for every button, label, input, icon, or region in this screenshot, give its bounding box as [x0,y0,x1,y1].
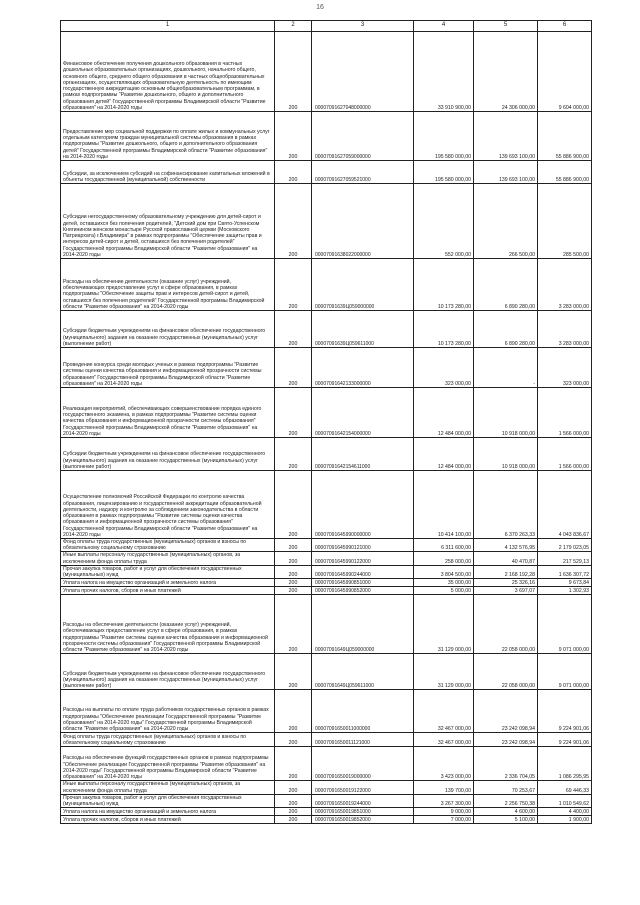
row-approved-amount: 3 804 500,00 [414,565,474,578]
row-approved-amount: 32 467 000,00 [414,733,474,747]
row-classification-code: 00007091645990244000 [312,565,414,578]
table-row [61,112,592,161]
table-row [61,587,592,595]
row-executed-amount: 23 242 098,94 [474,733,538,747]
row-description: Уплата налога на имущество организаций и земельного налога [61,579,275,587]
row-executed-amount: 5 100,00 [474,816,538,824]
table-row [61,654,592,690]
row-remaining-amount: 3 283 000,00 [538,259,592,311]
row-classification-code: 00007091650011000000 [312,690,414,733]
row-remaining-amount: 1 566 000,00 [538,388,592,438]
row-description: Субсидии, за исключением субсидий на софинансирование капитальных вложений в объекты государственной (муниципальной) собственности [61,161,275,184]
row-executed-amount: 6 890 280,00 [474,311,538,348]
row-approved-amount: 10 173 280,00 [414,311,474,348]
row-classification-code: 00007091649Ц059000000 [312,595,414,654]
row-remaining-amount: 285 500,00 [538,184,592,259]
row-approved-amount: 3 267 300,00 [414,794,474,807]
column-header: 6 [538,21,592,32]
row-executed-amount: 2 168 192,28 [474,565,538,578]
row-executed-amount: 2 256 750,38 [474,794,538,807]
row-description: Уплата прочих налогов, сборов и иных платежей [61,587,275,595]
row-code-line: 200 [275,595,312,654]
row-classification-code: 00007091645990851000 [312,579,414,587]
row-code-line: 200 [275,587,312,595]
row-classification-code: 00007091650019244000 [312,794,414,807]
row-code-line: 200 [275,112,312,161]
row-code-line: 200 [275,579,312,587]
row-classification-code: 00007091645990122000 [312,552,414,565]
table-header-row [61,21,592,32]
row-classification-code: 00007091650011121000 [312,733,414,747]
row-code-line: 200 [275,32,312,112]
table-row [61,259,592,311]
row-remaining-amount: 4 043 836,67 [538,471,592,539]
row-classification-code: 00007091627059521000 [312,161,414,184]
table-body [61,32,592,824]
row-description: Предоставление мер социальной поддержки по оплате жилых и коммунальных услуг отдельным категориям граждан муниципальной системы образования в рамках подпрограммы "Развитие дошкольного, общего и дополнительного образования детей" Государственной программы Владимирской области "Развитие образования" на 2014-2020 годы [61,112,275,161]
row-approved-amount: 33 910 900,00 [414,32,474,112]
row-description: Осуществление полномочий Российской Федерации по контролю качества образования, лицензированию и государственной аккредитации образовательной деятельности, надзору и контролю за соблюдением законодательства в области образования в рамках подпрограммы "Развитие системы оценки качества образования и информационной прозрачности системы образования" Государственной программы Владимирской области "Развитие образования" на 2014-2020 годы [61,471,275,539]
row-code-line: 200 [275,388,312,438]
row-classification-code: 00007091650019122000 [312,781,414,794]
row-description: Расходы на обеспечение функций государственных органов в рамках подпрограммы "Обеспечение реализации Государственной программы "Развитие образования" на 2014-2020 годы" Государственной программы Владимирской области "Развитие образования" на 2014-2020 годы [61,747,275,781]
row-approved-amount: 35 000,00 [414,579,474,587]
row-code-line: 200 [275,259,312,311]
row-approved-amount: 195 580 000,00 [414,161,474,184]
row-classification-code: 00007091642133000000 [312,348,414,388]
row-classification-code: 00007091649Ц059611000 [312,654,414,690]
row-approved-amount: 9 000,00 [414,808,474,816]
table-row [61,161,592,184]
row-remaining-amount: 4 400,00 [538,808,592,816]
row-approved-amount: 10 414 100,00 [414,471,474,539]
row-classification-code: 00007091638022000000 [312,184,414,259]
row-description: Прочая закупка товаров, работ и услуг для обеспечения государственных (муниципальных) нужд [61,794,275,807]
row-description: Фонд оплаты труда государственных (муниципальных) органов и взносы по обязательному социальному страхованию [61,539,275,552]
row-code-line: 200 [275,471,312,539]
column-header: 5 [474,21,538,32]
row-executed-amount: 10 918 000,00 [474,388,538,438]
table-row [61,311,592,348]
table-row [61,690,592,733]
row-executed-amount: 40 470,87 [474,552,538,565]
row-classification-code: 00007091642154000000 [312,388,414,438]
row-code-line: 200 [275,565,312,578]
column-header: 4 [414,21,474,32]
row-executed-amount: 10 918 000,00 [474,438,538,471]
row-code-line: 200 [275,654,312,690]
row-classification-code: 00007091627048000000 [312,32,414,112]
row-code-line: 200 [275,781,312,794]
row-executed-amount: 266 500,00 [474,184,538,259]
row-executed-amount: 25 326,16 [474,579,538,587]
row-approved-amount: 195 580 000,00 [414,112,474,161]
row-executed-amount: 4 600,00 [474,808,538,816]
row-code-line: 200 [275,816,312,824]
row-code-line: 200 [275,690,312,733]
row-remaining-amount: 323 000,00 [538,348,592,388]
table-row [61,816,592,824]
row-remaining-amount: 9 071 000,00 [538,595,592,654]
row-classification-code: 00007091650019852000 [312,816,414,824]
row-remaining-amount: 55 886 900,00 [538,161,592,184]
row-description: Субсидии бюджетным учреждениям на финансовое обеспечение государственного (муниципального) задания на оказание государственных (муниципальных) услуг (выполнение работ) [61,311,275,348]
table-row [61,579,592,587]
row-code-line: 200 [275,733,312,747]
row-executed-amount: 23 242 098,94 [474,690,538,733]
row-approved-amount: 139 700,00 [414,781,474,794]
table-row [61,808,592,816]
row-remaining-amount: 217 529,13 [538,552,592,565]
row-approved-amount: 12 484 000,00 [414,388,474,438]
row-description: Уплата налога на имущество организаций и земельного налога [61,808,275,816]
row-approved-amount: 31 129 000,00 [414,595,474,654]
table-row [61,794,592,807]
row-classification-code: 00007091639Ц059611000 [312,311,414,348]
row-executed-amount: 24 306 000,00 [474,32,538,112]
row-approved-amount: 10 173 280,00 [414,259,474,311]
row-description: Проведение конкурса среди молодых ученых в рамках подпрограммы "Развитие системы оценки качества образования и информационной прозрачности системы образования" Государственной программы Владимирской области "Развитие образования" на 2014-2020 годы [61,348,275,388]
row-code-line: 200 [275,808,312,816]
row-description: Субсидии бюджетным учреждениям на финансовое обеспечение государственного (муниципального) задания на оказание государственных (муниципальных) услуг (выполнение работ) [61,654,275,690]
row-approved-amount: 5 000,00 [414,587,474,595]
row-code-line: 200 [275,311,312,348]
table-row [61,388,592,438]
column-header: 3 [312,21,414,32]
row-approved-amount: 323 000,00 [414,348,474,388]
row-executed-amount: 22 058 000,00 [474,595,538,654]
row-code-line: 200 [275,184,312,259]
row-executed-amount: 139 693 100,00 [474,112,538,161]
row-remaining-amount: 3 283 000,00 [538,311,592,348]
row-description: Реализация мероприятий, обеспечивающих совершенствование порядка единого государственного экзамена, в рамках подпрограммы "Развитие системы оценки качества образования и информационной прозрачности системы образования" Государственной программы Владимирской области "Развитие образования" на 2014-2020 годы [61,388,275,438]
row-description: Субсидии негосударственному образовательному учреждению для детей-сирот и детей, оставшихся без попечения родителей, "Детский дом при Свято-Успенском Княгинином женском монастыре Русской православной церкви (Московского Патриархата) г.Владимира" в рамках подпрограммы "Обеспечение защиты прав и интересов детей-сирот и детей, оставшихся без попечения родителей" Государственной программы Владимирской области "Развитие образования" на 2014-2020 годы [61,184,275,259]
row-remaining-amount: 1 636 307,72 [538,565,592,578]
row-remaining-amount: 1 900,00 [538,816,592,824]
row-remaining-amount: 9 673,84 [538,579,592,587]
row-approved-amount: 552 000,00 [414,184,474,259]
table-row [61,471,592,539]
row-description: Фонд оплаты труда государственных (муниципальных) органов и взносы по обязательному социальному страхованию [61,733,275,747]
row-classification-code: 00007091645990000000 [312,471,414,539]
page-number: 16 [316,4,324,11]
row-classification-code: 00007091650019000000 [312,747,414,781]
row-executed-amount: 22 058 000,00 [474,654,538,690]
row-description: Расходы на выплаты по оплате труда работников государственных органов в рамках подпрограммы "Обеспечение реализации Государственной программы "Развитие образования" на 2014-2020 годы" Государственной программы Владимирской области "Развитие образования" на 2014-2020 годы [61,690,275,733]
row-code-line: 200 [275,794,312,807]
table-row [61,565,592,578]
row-code-line: 200 [275,348,312,388]
row-remaining-amount: 9 604 000,00 [538,32,592,112]
row-approved-amount: 258 000,00 [414,552,474,565]
table-row [61,184,592,259]
row-executed-amount: 4 132 576,95 [474,539,538,552]
table-row [61,348,592,388]
row-approved-amount: 7 000,00 [414,816,474,824]
row-executed-amount: - [474,348,538,388]
table-row [61,733,592,747]
row-remaining-amount: 9 071 000,00 [538,654,592,690]
row-description: Расходы на обеспечение деятельности (оказание услуг) учреждений, обеспечивающих предоставление услуг в сфере образования, в рамках подпрограммы "Обеспечение защиты прав и интересов детей-сирот и детей, оставшихся без попечения родителей" Государственной программы Владимирской области "Развитие образования" на 2014-2020 годы [61,259,275,311]
table-row [61,781,592,794]
row-description: Прочая закупка товаров, работ и услуг для обеспечения государственных (муниципальных) нужд [61,565,275,578]
row-executed-amount: 6 370 263,33 [474,471,538,539]
row-remaining-amount: 1 010 549,62 [538,794,592,807]
column-header: 1 [61,21,275,32]
table-row [61,552,592,565]
row-code-line: 200 [275,747,312,781]
row-remaining-amount: 1 302,93 [538,587,592,595]
row-remaining-amount: 2 179 023,05 [538,539,592,552]
budget-table [60,20,592,824]
row-executed-amount: 3 697,07 [474,587,538,595]
row-classification-code: 00007091645990121000 [312,539,414,552]
table-row [61,438,592,471]
row-classification-code: 00007091627059000000 [312,112,414,161]
row-description: Расходы на обеспечение деятельности (оказание услуг) учреждений, обеспечивающих предоставление услуг в сфере образования, в рамках подпрограммы "Развитие системы оценки качества образования и информационной прозрачности системы образования" Государственной программы Владимирской области "Развитие образования" на 2014-2020 годы [61,595,275,654]
row-approved-amount: 3 423 000,00 [414,747,474,781]
row-remaining-amount: 9 224 901,06 [538,690,592,733]
row-description: Иные выплаты персоналу государственных (муниципальных) органов, за исключением фонда оплаты труда [61,781,275,794]
row-code-line: 200 [275,161,312,184]
row-executed-amount: 70 253,67 [474,781,538,794]
row-classification-code: 00007091639Ц059000000 [312,259,414,311]
row-code-line: 200 [275,539,312,552]
column-header: 2 [275,21,312,32]
row-remaining-amount: 69 446,33 [538,781,592,794]
table-row [61,32,592,112]
row-remaining-amount: 55 886 900,00 [538,112,592,161]
row-remaining-amount: 1 566 000,00 [538,438,592,471]
row-executed-amount: 6 890 280,00 [474,259,538,311]
row-remaining-amount: 1 086 295,95 [538,747,592,781]
row-description: Финансовое обеспечение получения дошкольного образования в частных дошкольных образовательных организациях, дошкольного, начального общего, основного общего, среднего общего образования в частных общеобразовательных организациях, осуществляющих образовательную деятельность по имеющим государственную аккредитацию основным общеобразовательным программам, в рамках подпрограммы "Развитие дошкольного, общего и дополнительного образования детей" Государственной программы Владимирской области "Развитие образования" на 2014-2020 годы [61,32,275,112]
row-description: Субсидии бюджетным учреждениям на финансовое обеспечение государственного (муниципального) задания на оказание государственных (муниципальных) услуг (выполнение работ) [61,438,275,471]
row-executed-amount: 2 336 704,05 [474,747,538,781]
row-code-line: 200 [275,438,312,471]
row-approved-amount: 12 484 000,00 [414,438,474,471]
row-approved-amount: 6 311 600,00 [414,539,474,552]
table-row [61,595,592,654]
row-classification-code: 00007091645990852000 [312,587,414,595]
row-approved-amount: 32 467 000,00 [414,690,474,733]
row-remaining-amount: 9 224 901,06 [538,733,592,747]
row-classification-code: 00007091642154611000 [312,438,414,471]
table-row [61,747,592,781]
row-approved-amount: 31 129 000,00 [414,654,474,690]
row-description: Уплата прочих налогов, сборов и иных платежей [61,816,275,824]
table-row [61,539,592,552]
row-executed-amount: 139 693 100,00 [474,161,538,184]
row-description: Иные выплаты персоналу государственных (муниципальных) органов, за исключением фонда оплаты труда [61,552,275,565]
row-code-line: 200 [275,552,312,565]
row-classification-code: 00007091650019851000 [312,808,414,816]
